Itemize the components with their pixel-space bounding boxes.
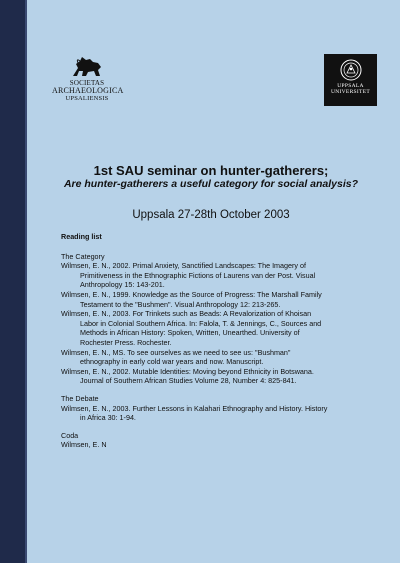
section-debate — [61, 394, 381, 423]
reference-line: Rochester Press. Rochester. — [80, 337, 172, 347]
reference-line: in Africa 30: 1-94. — [80, 413, 136, 423]
reference-line: Wilmsen, E. N., 2002. Primal Anxiety, Sanctified Landscapes: The Imagery of — [61, 261, 307, 271]
binding-spine — [0, 0, 27, 563]
reference-line: Wilmsen, E. N., MS. To see ourselves as we need to see us: "Bushman" — [61, 347, 291, 357]
reference-entry — [61, 367, 381, 386]
university-seal-icon — [340, 59, 362, 81]
reference-line: ethnography in early cold war years and now. Manuscript. — [80, 357, 264, 367]
reference-line: Wilmsen, E. N., 2003. For Trinkets such as Beads: A Revalorization of Khoisan — [61, 309, 312, 319]
reference-entry — [61, 290, 381, 309]
reference-line: Wilmsen, E. N., 2003. Further Lessons in Kalahari Ethnography and History. History — [61, 403, 328, 413]
reference-line: Wilmsen, E. N., 2002. Mutable Identities: Moving beyond Ethnicity in Botswana. — [61, 366, 314, 376]
reference-line: Primitiveness in the Ethnographic Fictions of Laurens van der Post. Visual — [80, 270, 316, 280]
seminar-date: Uppsala 27-28th October 2003 — [132, 209, 290, 221]
logo-line-1: SOCIETAS — [69, 79, 105, 87]
reference-line: Methods in African History: Spoken, Written, Unearthed. University of — [80, 328, 300, 338]
reference-line: Wilmsen, E. N — [61, 440, 107, 450]
university-line-1: UPPSALA — [337, 83, 364, 89]
lion-icon — [70, 56, 104, 78]
reference-entry — [61, 404, 381, 423]
reference-entry — [61, 261, 381, 290]
university-logo — [324, 54, 377, 106]
reference-line: Testament to the "Bushmen". Visual Anthropology 12: 213-265. — [80, 299, 281, 309]
section-title: The Category — [61, 251, 105, 261]
reference-entry — [61, 348, 381, 367]
reference-line: Journal of Southern African Studies Volume 28, Number 4: 825-841. — [80, 376, 297, 386]
reference-line: Wilmsen, E. N., 1999. Knowledge as the Source of Progress: The Marshall Family — [61, 289, 322, 299]
reading-list — [61, 226, 381, 458]
section-coda — [61, 431, 381, 450]
logo-line-3: UPSALIENSIS — [65, 95, 109, 102]
section-category — [61, 252, 381, 386]
section-title: Coda — [61, 430, 79, 440]
section-title: The Debate — [61, 393, 99, 403]
reference-line: Labor in Colonial Southern Africa. In: Falola, T. & Jennings, C., Sources and — [80, 318, 322, 328]
reference-line: Anthropology 15: 143-201. — [80, 280, 165, 290]
university-line-2: UNIVERSITET — [330, 89, 371, 95]
reading-list-heading: Reading list — [61, 232, 102, 241]
society-logo — [52, 56, 122, 103]
seminar-title: 1st SAU seminar on hunter-gatherers; — [93, 163, 329, 178]
reference-entry — [61, 440, 381, 450]
seminar-subtitle: Are hunter-gatherers a useful category for social analysis? — [63, 178, 359, 190]
reference-entry — [61, 309, 381, 347]
logo-line-2: ARCHAEOLOGICA — [52, 86, 124, 95]
